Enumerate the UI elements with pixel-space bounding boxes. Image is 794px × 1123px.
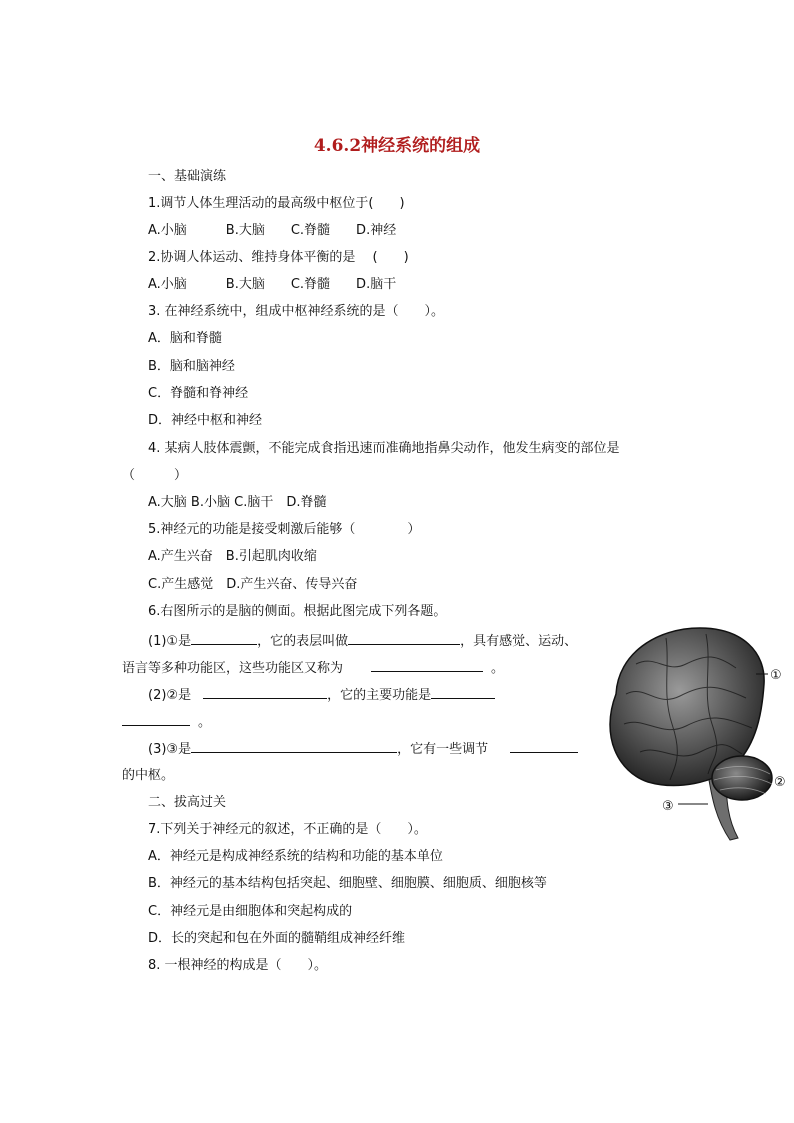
- q7-stem: 7.下列关于神经元的叙述，不正确的是（ ）。: [148, 822, 427, 837]
- q3-option-c: C．脊髓和脊神经: [148, 386, 249, 401]
- q6-part1-line1: (1)①是 ，它的表层叫做 ，具有感觉、运动、: [148, 631, 577, 651]
- q3-option-d: D．神经中枢和神经: [148, 413, 263, 428]
- q7-option-b: B．神经元的基本结构包括突起、细胞壁、细胞膜、细胞质、细胞核等: [148, 876, 547, 891]
- q7-option-d: D．长的突起和包在外面的髓鞘组成神经纤维: [148, 931, 406, 946]
- blank-3-1[interactable]: [191, 739, 397, 753]
- blank-2-3[interactable]: [122, 712, 190, 726]
- q6-part2-line1: (2)②是 ，它的主要功能是: [148, 685, 495, 705]
- brain-diagram: [596, 624, 792, 846]
- q1-options: A.小脑 B.大脑 C.脊髓 D.神经: [148, 223, 397, 238]
- blank-2-1[interactable]: [203, 685, 327, 699]
- q3-stem: 3. 在神经系统中，组成中枢神经系统的是（ ）。: [148, 304, 445, 319]
- q4-stem: 4. 某病人肢体震颤，不能完成食指迅速而准确地指鼻尖动作，他发生病变的部位是: [148, 441, 620, 456]
- q7-option-a: A．神经元是构成神经系统的结构和功能的基本单位: [148, 849, 443, 864]
- q6-part1-line2: 语言等多种功能区，这些功能区又称为 。: [122, 658, 504, 678]
- q8-stem: 8. 一根神经的构成是（ ）。: [148, 958, 328, 973]
- blank-1-2[interactable]: [348, 631, 460, 645]
- section-heading-advanced: 二、拔高过关: [148, 795, 227, 810]
- q6-placeholder: C.产生感觉 D.产生兴奋、传导兴奋: [148, 577, 358, 592]
- page-title: 4.6.2神经系统的组成: [313, 136, 481, 156]
- q6-stem: 6.右图所示的是脑的侧面。根据此图完成下列各题。: [148, 604, 447, 619]
- q7-option-c: C．神经元是由细胞体和突起构成的: [148, 904, 353, 919]
- blank-3-2[interactable]: [510, 739, 578, 753]
- q6-part2-line2: 。: [122, 712, 211, 732]
- blank-2-2[interactable]: [431, 685, 495, 699]
- q4-options: A.大脑 B.小脑 C.脑干 D.脊髓: [148, 495, 327, 510]
- q6-part3-line2: 的中枢。: [122, 768, 175, 783]
- figure-label-3: ③: [662, 799, 674, 814]
- q6-part3-line1: (3)③是 ，它有一些调节: [148, 739, 578, 759]
- figure-label-2: ②: [774, 775, 786, 790]
- q3-option-b: B．脑和脑神经: [148, 359, 235, 374]
- q1-stem: 1.调节人体生理活动的最高级中枢位于( ): [148, 196, 405, 211]
- q3-option-a: A．脑和脊髓: [148, 331, 222, 346]
- section-heading-basic: 一、基础演练: [148, 169, 227, 184]
- blank-1-3[interactable]: [371, 658, 483, 672]
- q2-options: A.小脑 B.大脑 C.脊髓 D.脑干: [148, 277, 397, 292]
- q5-stem: 5.神经元的功能是接受刺激后能够（ ）: [148, 522, 421, 537]
- q2-stem: 2.协调人体运动、维持身体平衡的是 ( ): [148, 250, 409, 265]
- q4-paren: （ ）: [122, 468, 188, 483]
- q5-options-ab: A.产生兴奋 B.引起肌肉收缩: [148, 549, 317, 564]
- blank-1-1[interactable]: [191, 631, 257, 645]
- figure-label-1: ①: [770, 668, 782, 683]
